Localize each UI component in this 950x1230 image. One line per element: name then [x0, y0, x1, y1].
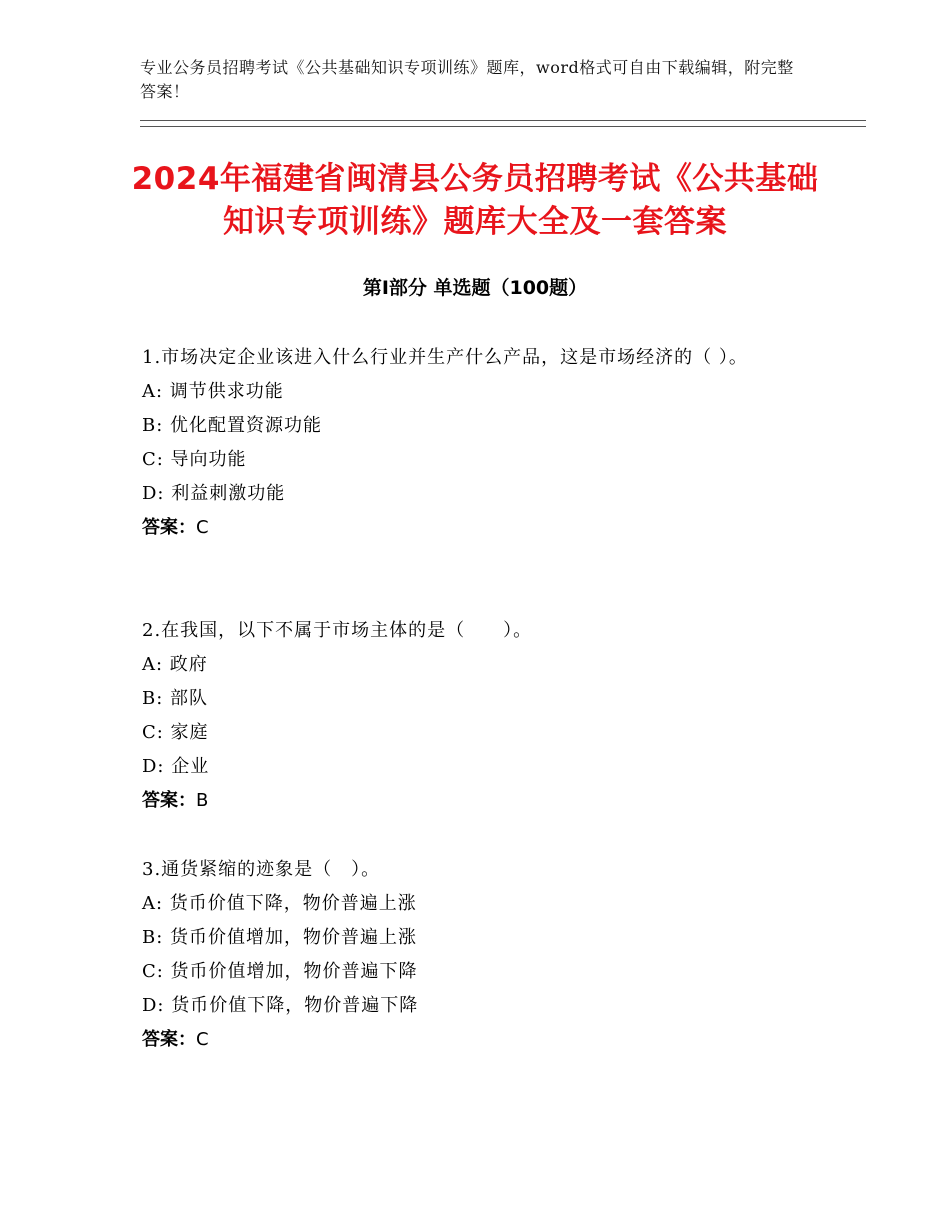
option-b: B: 优化配置资源功能	[142, 415, 323, 436]
document-title: 2024年福建省闽清县公务员招聘考试《公共基础知识专项训练》题库大全及一套答案	[131, 161, 819, 240]
question-1	[142, 341, 822, 545]
answer-value: B	[196, 790, 209, 811]
question-3	[142, 853, 822, 1057]
answer-line	[142, 1023, 822, 1057]
question-2	[142, 614, 822, 818]
answer-label: 答案：	[142, 1029, 196, 1050]
question-stem: 1.市场决定企业该进入什么行业并生产什么产品，这是市场经济的（ ）。	[142, 347, 748, 368]
answer-line	[142, 511, 822, 545]
answer-value: C	[196, 517, 209, 538]
option-d: D: 货币价值下降，物价普遍下降	[142, 995, 419, 1016]
option-a: A: 调节供求功能	[142, 381, 284, 402]
answer-line	[142, 784, 822, 818]
option-b: B: 货币价值增加，物价普遍上涨	[142, 927, 418, 948]
question-stem: 2.在我国，以下不属于市场主体的是（ ）。	[142, 620, 533, 641]
answer-value: C	[196, 1029, 209, 1050]
question-stem: 3.通货紧缩的迹象是（ ）。	[142, 859, 381, 880]
option-a: A: 货币价值下降，物价普遍上涨	[142, 893, 417, 914]
answer-label: 答案：	[142, 517, 196, 538]
option-c: C: 导向功能	[142, 449, 247, 470]
answer-label: 答案：	[142, 790, 196, 811]
option-c: C: 货币价值增加，物价普遍下降	[142, 961, 418, 982]
option-c: C: 家庭	[142, 722, 209, 743]
header-note: 专业公务员招聘考试《公共基础知识专项训练》题库，word格式可自由下载编辑，附完整答案！	[140, 58, 794, 101]
option-d: D: 企业	[142, 756, 210, 777]
option-a: A: 政府	[142, 654, 208, 675]
header-divider	[140, 120, 866, 127]
section-heading: 第Ⅰ部分 单选题（100题）	[362, 277, 588, 299]
option-b: B: 部队	[142, 688, 209, 709]
option-d: D: 利益刺激功能	[142, 483, 286, 504]
